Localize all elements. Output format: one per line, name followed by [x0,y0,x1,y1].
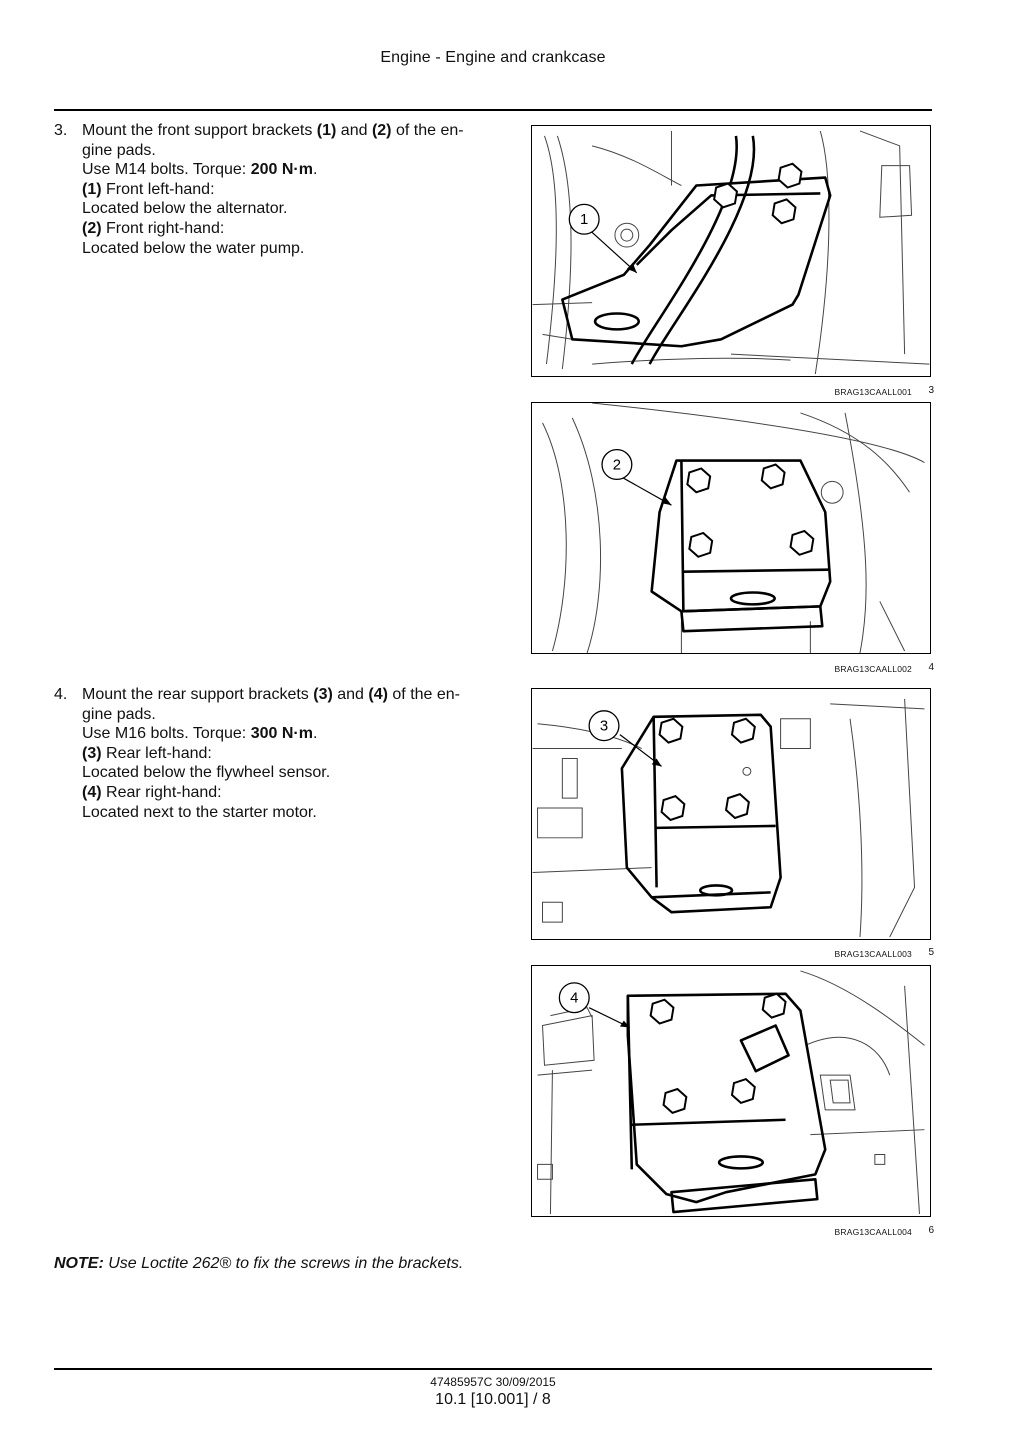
ref-1: (1) [316,122,337,139]
item-location: Located below the alternator. [82,200,288,218]
bracket-illustration [532,689,930,939]
step-intro-end: of the en- [391,122,464,139]
figure-rear-right-bracket [531,965,931,1217]
step-4 [54,685,504,822]
note [54,1255,463,1273]
figure-code: BRAG13CAALL001 [834,387,912,397]
figure-caption [760,662,934,676]
figure-callout-3: 3 [599,718,609,735]
figure-code: BRAG13CAALL003 [834,949,912,959]
figure-caption [760,1225,934,1239]
step-and: and [332,686,369,703]
item-label: Front left-hand: [101,180,215,198]
figure-number: 5 [928,947,934,958]
item-label: Rear right-hand: [101,783,222,801]
step-3 [54,121,504,258]
figure-callout-4: 4 [570,990,579,1007]
step-intro-cont: gine pads. [82,141,156,159]
page-header-title: Engine - Engine and crankcase [380,49,606,66]
step-number: 3. [54,122,68,139]
bolts-spec: Use M14 bolts. Torque: [82,161,251,179]
footer-rule [54,1368,932,1370]
figure-number: 3 [928,385,934,396]
note-text: Use Loctite 262® to fix the screws in the brackets. [103,1255,464,1272]
item-label: Rear left-hand: [101,744,212,762]
step-intro: Mount the front support brackets [82,122,317,139]
figure-callout-2: 2 [612,457,622,474]
item-ref: (3) [82,744,102,762]
figure-number: 4 [928,662,934,673]
torque-end: . [312,161,318,179]
bracket-illustration [532,403,930,653]
header-rule [54,109,932,111]
item-label: Front right-hand: [101,219,225,237]
bracket-illustration [532,126,930,376]
figure-callout-1: 1 [580,212,589,229]
ref-4: (4) [368,686,388,703]
figure-code: BRAG13CAALL004 [834,1227,912,1237]
figure-caption [760,385,934,399]
item-location: Located below the water pump. [82,239,305,257]
item-ref: (1) [82,180,102,198]
figure-number: 6 [928,1225,934,1236]
footer-doc-ref: 47485957C 30/09/2015 [430,1375,556,1389]
step-intro-end: of the en- [387,686,460,703]
item-location: Located next to the starter motor. [82,803,317,821]
torque-value: 200 N·m [250,161,313,179]
step-intro: Mount the rear support brackets [82,686,314,703]
figure-front-right-bracket [531,402,931,654]
bracket-illustration [532,966,930,1216]
figure-front-left-bracket [531,125,931,377]
note-label: NOTE: [54,1255,104,1272]
torque-value: 300 N·m [250,725,313,743]
step-intro-cont: gine pads. [82,705,156,723]
item-location: Located below the flywheel sensor. [82,764,331,782]
figure-code: BRAG13CAALL002 [834,664,912,674]
torque-end: . [312,725,318,743]
item-ref: (2) [82,219,102,237]
step-number: 4. [54,686,68,703]
figure-caption [760,947,934,961]
step-and: and [336,122,372,139]
footer-page-number: 10.1 [10.001] / 8 [435,1391,551,1408]
ref-3: (3) [313,686,333,703]
item-ref: (4) [82,783,102,801]
ref-2: (2) [371,122,392,139]
figure-rear-left-bracket [531,688,931,940]
bolts-spec: Use M16 bolts. Torque: [82,725,251,743]
